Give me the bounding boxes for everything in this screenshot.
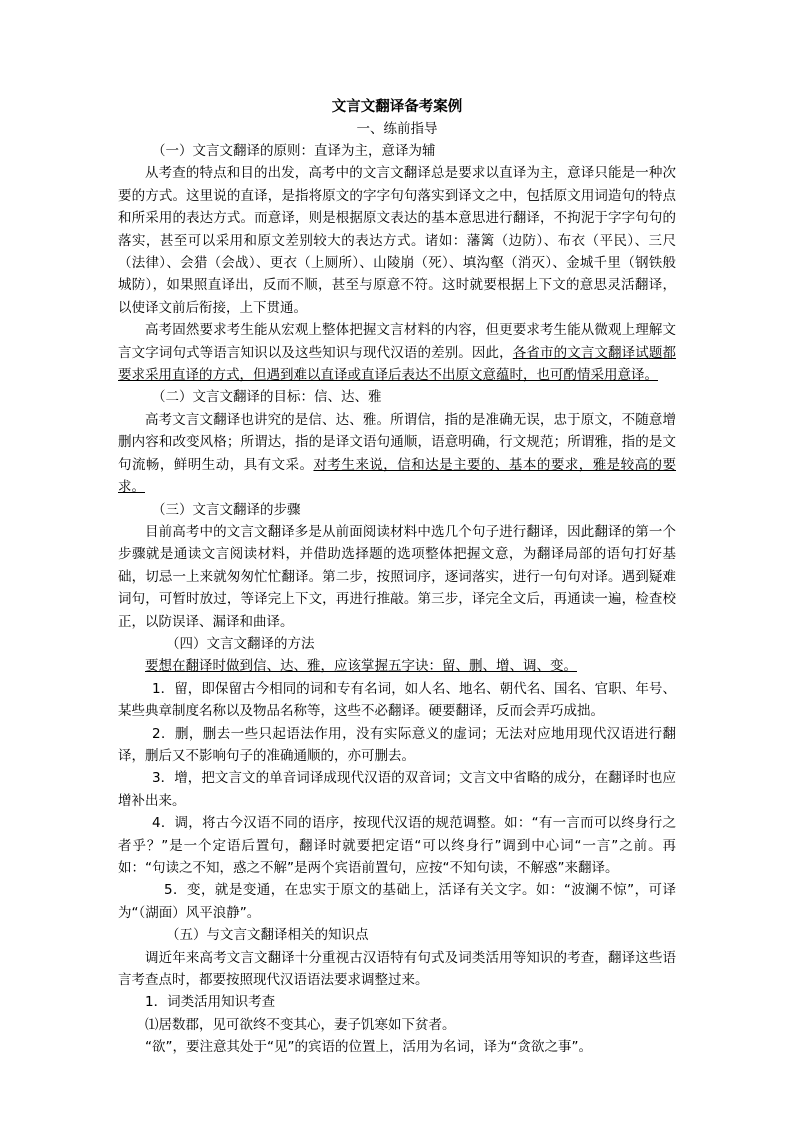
section-heading-3: （三）文言文翻译的步骤 [152,501,301,518]
paragraph: 从考查的特点和目的出发，高考中的文言文翻译总是要求以直译为主，意译只能是一种次要的方式。这里说的直译，是指将原文的字字句句落实到译文之中，包括原文用词造句的特点和所采用的表达方式。而意译，则是根据原文表达的基本意思进行翻译，不拘泥于字字句句的落实，甚至可以采用和原文差别较大的表达方式。诸如：藩篱（边防）、布衣（平民）、三尺（法律）、会猎（会战）、更衣（上厕所）、山陵崩（死）、填沟壑（消灭）、金城千里（钢铁般城防），如果照直译出，反而不顺，甚至与原意不符。这时就要根据上下文的意思灵活翻译，以使译文前后衔接，上下贯通。 [118,165,676,316]
plain-text: 高考文言文翻译也讲究的是信、达、雅。所谓信，指的是准确无误，忠于原文，不随意增删内容和改变风格；所谓达，指的是译文语句通顺，语意明确，行文规范；所谓雅，指的是文句流畅，鲜明生动，具有文采。 [118,411,676,473]
paragraph: 目前高考中的文言文翻译多是从前面阅读材料中选几个句子进行翻译，因此翻译的第一个步骤就是通读文言阅读材料，并借助选择题的选项整体把握文意，为翻译局部的语句打好基础，切忌一上来就匆匆忙忙翻译。第二步，按照词序，逐词落实，进行一句句对译。遇到疑难词句，可暂时放过，等译完上下文，再进行推敲。第三步，译完全文后，再通读一遍，检查校正，以防误译、漏译和曲译。 [118,523,676,630]
document-page [118,96,676,1059]
underlined-text: 对考生来说，信和达是主要的、基本的要求，雅是较高的要求。 [118,456,677,496]
section-heading-5: （五）与文言文翻译相关的知识点 [166,927,369,944]
list-item: 2．删，删去一些只起语法作用，没有实际意义的虚词；无法对应地用现代汉语进行翻译，删后又不影响句子的准确通顺的，亦可删去。 [118,725,676,764]
document-title: 文言文翻译备考案例 [331,99,463,115]
plain-text: 高考固然要求考生能从宏观上整体把握文言材料的内容，但更要求考生能从微观上理解文言文字词句式等语言知识以及这些知识与现代汉语的差别。因此， [118,322,676,361]
document-subtitle: 一、练前指导 [356,121,438,137]
underlined-text: 要想在翻译时做到信、达、雅，应该掌握五字诀：留、删、增、调、变。 [145,658,577,675]
paragraph: 调近年来高考文言文翻译十分重视古汉语特有句式及词类活用等知识的考查，翻译这些语言考查点时，都要按照现代汉语语法要求调整过来。 [118,949,676,989]
example-note: “欲”，要注意其处于“见”的宾语的位置上，活用为名词，译为“贪欲之事”。 [145,1039,592,1056]
subsection-heading: 1．词类活用知识考查 [145,994,276,1011]
underlined-text: 各省市的文言文翻译试题都要求采用直译的方式，但遇到难以直译或直译后表达不出原文意蕴时，也可酌情采用意译。 [118,344,677,384]
list-item: 4．调，将古今汉语不同的语序，按现代汉语的规范调整。如：“有一言而可以终身行之者乎？”是一个定语后置句，翻译时就要把定语“可以终身行”调到中心词“一言”之前。再如：“句读之不知，惑之不解”是两个宾语前置句，应按“不知句读，不解惑”来翻译。 [118,815,676,876]
section-heading-4: （四）文言文翻译的方法 [166,635,315,652]
paragraph [118,655,676,677]
section-heading-2: （二）文言文翻译的目标：信、达、雅 [152,389,382,406]
list-item: 5．变，就是变通，在忠实于原文的基础上，活译有关文字。如：“波澜不惊”，可译为“（湖面）风平浪静”。 [118,882,676,921]
paragraph [118,409,676,499]
example-sentence: ⑴居数郡，见可欲终不变其心，妻子饥寒如下贫者。 [145,1016,456,1033]
section-heading-1: （一）文言文翻译的原则：直译为主，意译为辅 [152,143,436,159]
list-item: 3．增，把文言文的单音词译成现代汉语的双音词；文言文中省略的成分，在翻译时也应增补出来。 [118,770,676,809]
paragraph [118,319,676,386]
list-item: 1．留，即保留古今相同的词和专有名词，如人名、地名、朝代名、国名、官职、年号、某些典章制度名称以及物品名称等，这些不必翻译。硬要翻译，反而会弄巧成拙。 [118,680,676,720]
